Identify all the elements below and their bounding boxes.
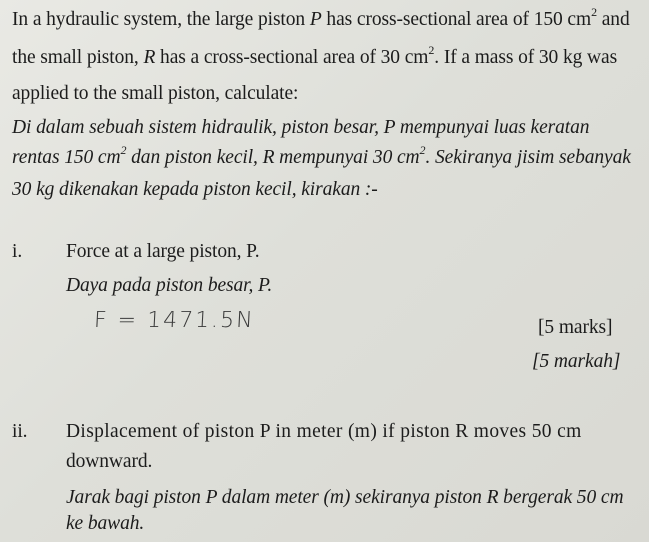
question-ms-line-2: rentas 150 $cm^2$ dan piston kecil, R mempunyai 30 $cm^2$. Sekiranya jisim sebanyak (12, 142, 631, 168)
question-en-line-2: the small piston, R has a cross-sectional area of 30 $cm^2$. If a mass of 30 kg was (12, 42, 618, 68)
part-i-marks-en: [5 marks] (538, 317, 613, 338)
part-ii-question-en-line-2: downward. (66, 451, 153, 472)
part-ii-question-ms-line-2: ke bawah. (66, 513, 145, 534)
part-i-marks-ms: [5 markah] (532, 351, 621, 372)
handwritten-answer: F = 1471.5N (93, 308, 256, 333)
part-i-question-ms: Daya pada piston besar, P. (66, 275, 273, 296)
question-ms-line-3: 30 kg dikenakan kepada piston kecil, kirakan :- (12, 179, 378, 200)
question-ms-line-1: Di dalam sebuah sistem hidraulik, piston besar, P mempunyai luas keratan (12, 117, 590, 138)
part-ii-question-en-line-1: Displacement of piston P in meter (m) if piston R moves 50 cm (66, 421, 582, 442)
question-en-line-3: applied to the small piston, calculate: (12, 83, 299, 104)
part-i-question-en: Force at a large piston, P. (66, 241, 260, 262)
part-ii-number: ii. (12, 421, 28, 442)
question-en-line-1: In a hydraulic system, the large piston P has cross-sectional area of 150 $cm^2$ and (12, 4, 630, 30)
part-i-number: i. (12, 241, 23, 262)
part-ii-question-ms-line-1: Jarak bagi piston P dalam meter (m) sekiranya piston R bergerak 50 cm (66, 487, 624, 508)
